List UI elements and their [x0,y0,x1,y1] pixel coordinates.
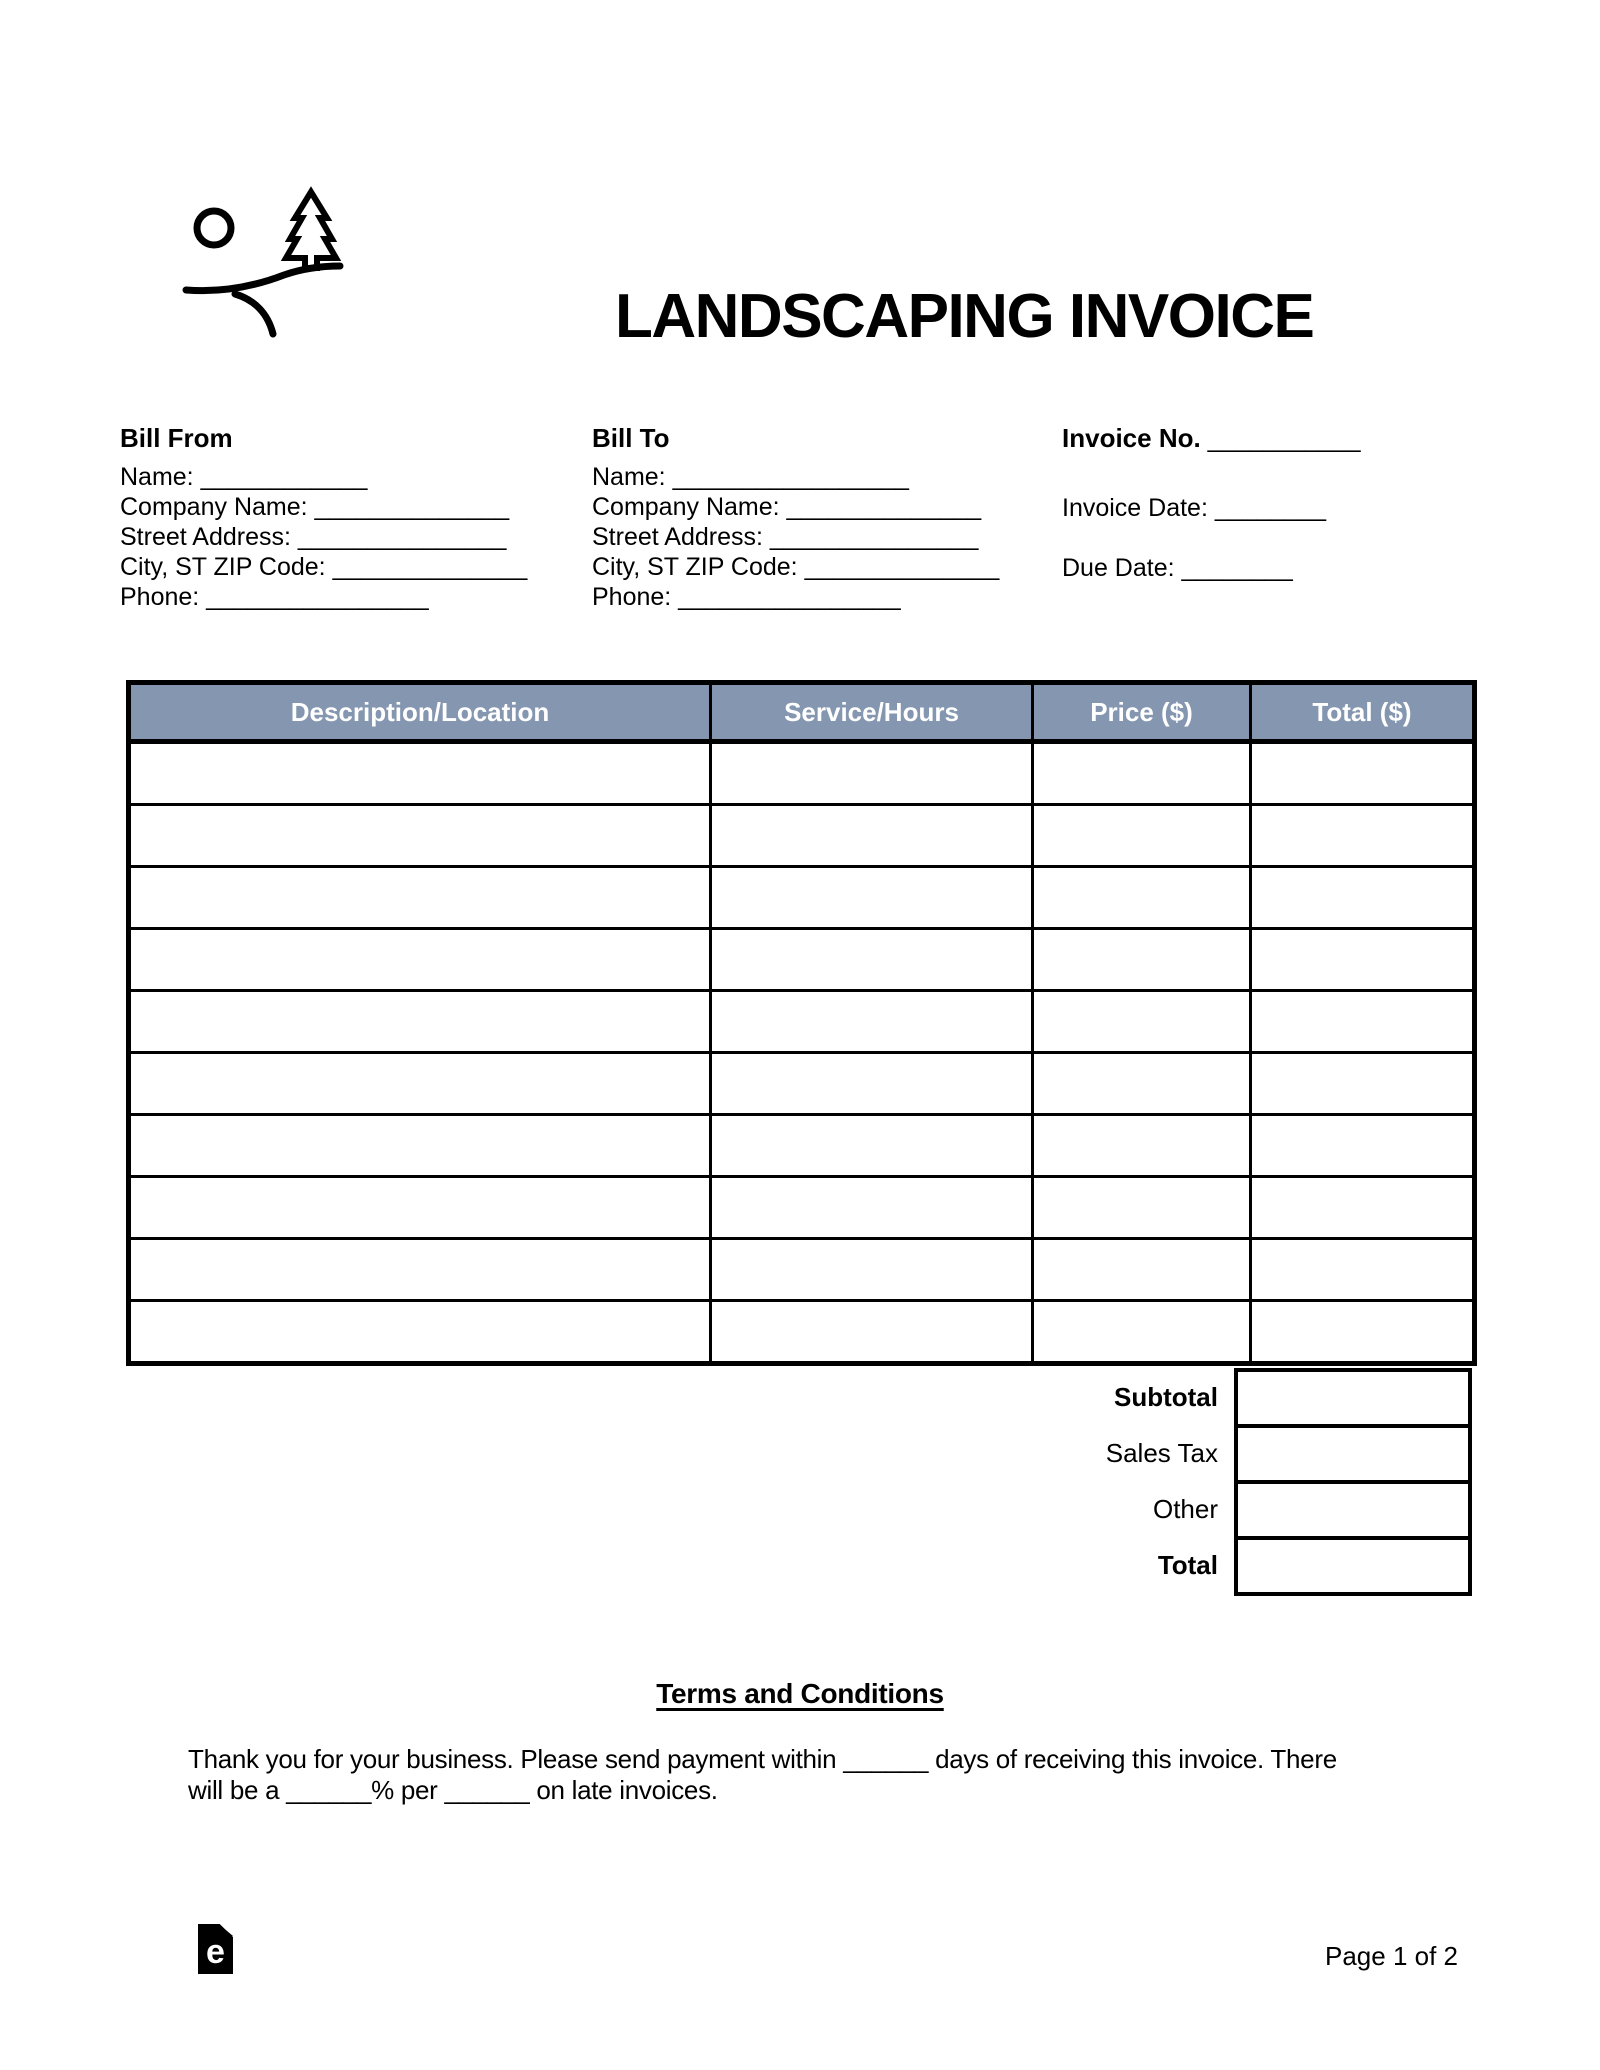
table-cell [129,805,711,867]
landscaping-logo-icon [178,183,353,348]
invoice-date-line: Invoice Date: ________ [1062,494,1327,522]
table-cell [129,1239,711,1301]
table-cell [1251,742,1475,805]
table-header-row [129,683,1475,742]
table-cell [1251,805,1475,867]
table-cell [1251,1301,1475,1364]
path-line [235,294,273,334]
other-value-box [1234,1480,1472,1540]
page-title: LANDSCAPING INVOICE [615,282,1314,351]
table-cell [1251,1115,1475,1177]
total-value-box [1234,1536,1472,1596]
sun-icon [197,211,231,245]
table-cell [1033,742,1251,805]
table-cell [711,1177,1033,1239]
sales-tax-value-box [1234,1424,1472,1484]
table-cell [711,1053,1033,1115]
table-cell [1033,867,1251,929]
total-label: Total [1157,1550,1218,1580]
summary-row-subtotal [126,1368,1472,1428]
bill-to-street: Street Address: _______________ [592,523,979,551]
bill-to-city: City, ST ZIP Code: ______________ [592,553,1000,581]
table-cell [711,1239,1033,1301]
table-row [129,991,1475,1053]
bill-from-company: Company Name: ______________ [120,493,510,521]
bill-from-name: Name: ____________ [120,463,368,491]
table-cell [129,1301,711,1364]
table-cell [1033,991,1251,1053]
table-cell [1251,991,1475,1053]
table-cell [129,991,711,1053]
bill-to-heading: Bill To [592,423,670,453]
summary-section [126,1368,1472,1596]
bill-from-heading: Bill From [120,423,233,453]
table-cell [129,1115,711,1177]
due-date-line: Due Date: ________ [1062,554,1293,582]
subtotal-label: Subtotal [1114,1382,1218,1412]
summary-row-sales-tax [126,1424,1472,1484]
table-cell [1251,1053,1475,1115]
pine-tree-icon [286,192,336,268]
column-price: Price ($) [1033,683,1251,742]
table-row [129,1177,1475,1239]
table-row [129,1115,1475,1177]
terms-paragraph [188,1744,1337,1806]
bill-from-phone: Phone: ________________ [120,583,429,611]
table-cell [1251,1177,1475,1239]
bill-from-city: City, ST ZIP Code: ______________ [120,553,528,581]
table-cell [129,1053,711,1115]
invoice-meta-section [1062,422,1492,583]
bill-from-section [120,422,580,612]
invoice-number-line [1062,422,1492,455]
table-cell [711,991,1033,1053]
line-items-table [126,680,1477,1366]
table-cell [711,742,1033,805]
summary-row-other [126,1480,1472,1540]
bill-to-phone: Phone: ________________ [592,583,901,611]
table-cell [1251,1239,1475,1301]
page-number: Page 1 of 2 [1325,1941,1458,1971]
table-row [129,742,1475,805]
table-cell [1033,1115,1251,1177]
terms-line-1: Thank you for your business. Please send payment within ______ days of receiving this invoice. There [188,1744,1337,1774]
bill-to-section [592,422,1052,612]
table-cell [711,867,1033,929]
summary-row-total [126,1536,1472,1596]
table-row [129,929,1475,991]
column-description-location: Description/Location [129,683,711,742]
table-cell [711,1115,1033,1177]
table-row [129,1239,1475,1301]
table-row [129,1301,1475,1364]
table-row [129,1053,1475,1115]
table-cell [711,805,1033,867]
eforms-logo-letter: e [206,1933,225,1971]
column-service-hours: Service/Hours [711,683,1033,742]
table-row [129,867,1475,929]
bill-from-street: Street Address: _______________ [120,523,507,551]
table-cell [711,1301,1033,1364]
eforms-logo-icon [198,1924,233,1974]
bill-to-name: Name: _________________ [592,463,909,491]
terms-line-2: will be a ______% per ______ on late invoices. [188,1775,718,1805]
table-cell [129,867,711,929]
bill-to-company: Company Name: ______________ [592,493,982,521]
table-cell [711,929,1033,991]
table-cell [129,742,711,805]
table-cell [1033,1239,1251,1301]
table-cell [1033,1301,1251,1364]
table-row [129,805,1475,867]
subtotal-value-box [1234,1368,1472,1428]
hill-line [186,266,340,291]
table-cell [129,1177,711,1239]
table-cell [1033,1053,1251,1115]
terms-heading: Terms and Conditions [656,1678,944,1709]
table-cell [1251,867,1475,929]
table-cell [129,929,711,991]
other-label: Other [1152,1494,1218,1524]
invoice-number-blank: ___________ [1200,425,1361,453]
column-total: Total ($) [1251,683,1475,742]
table-cell [1033,929,1251,991]
invoice-number-label: Invoice No. [1062,423,1201,453]
table-cell [1251,929,1475,991]
table-cell [1033,805,1251,867]
sales-tax-label: Sales Tax [1105,1438,1218,1468]
table-cell [1033,1177,1251,1239]
